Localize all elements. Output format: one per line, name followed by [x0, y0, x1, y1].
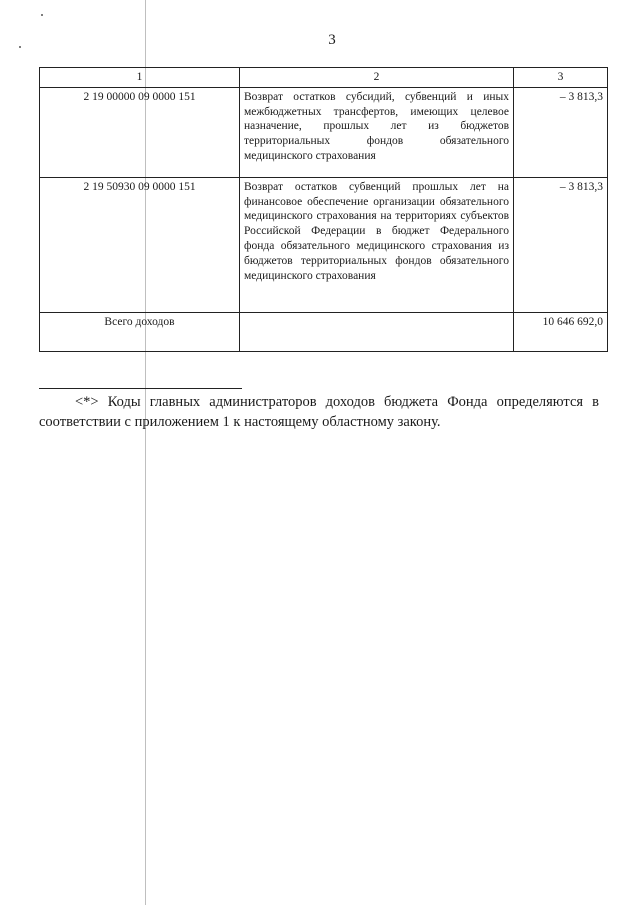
- column-header-description: 2: [240, 68, 514, 88]
- column-header-amount: 3: [514, 68, 608, 88]
- column-header-code: 1: [40, 68, 240, 88]
- revenue-table: [39, 67, 608, 352]
- budget-code-cell: 2 19 00000 09 0000 151: [40, 87, 240, 177]
- amount-cell: – 3 813,3: [514, 177, 608, 312]
- total-row: [40, 312, 608, 351]
- total-description-cell: [240, 312, 514, 351]
- footnote-text: <*> Коды главных администраторов доходов бюджета Фонда определяются в соответствии с приложением 1 к настоящему областному закону.: [39, 394, 599, 430]
- amount-cell: – 3 813,3: [514, 87, 608, 177]
- table-row: [40, 177, 608, 312]
- scan-speck: [41, 14, 43, 16]
- table-row: [40, 87, 608, 177]
- page-number: 3: [328, 32, 336, 48]
- budget-code-cell: 2 19 50930 09 0000 151: [40, 177, 240, 312]
- revenue-description-cell: Возврат остатков субсидий, субвенций и иных межбюджетных трансфертов, имеющих целевое назначение, прошлых лет из бюджетов территориальных фондов обязательного медицинского страхования: [240, 87, 514, 177]
- table-header-row: [40, 68, 608, 88]
- total-label: Всего доходов: [40, 312, 240, 351]
- revenue-description-cell: Возврат остатков субвенций прошлых лет на финансовое обеспечение организации обязательного медицинского страхования на территориях субъектов Российской Федерации в бюджет Федерального фонда обязательного медицинского страхования из бюджетов территориальных фондов обязательного медицинского страхования: [240, 177, 514, 312]
- total-amount: 10 646 692,0: [514, 312, 608, 351]
- footnote-separator: [39, 388, 242, 389]
